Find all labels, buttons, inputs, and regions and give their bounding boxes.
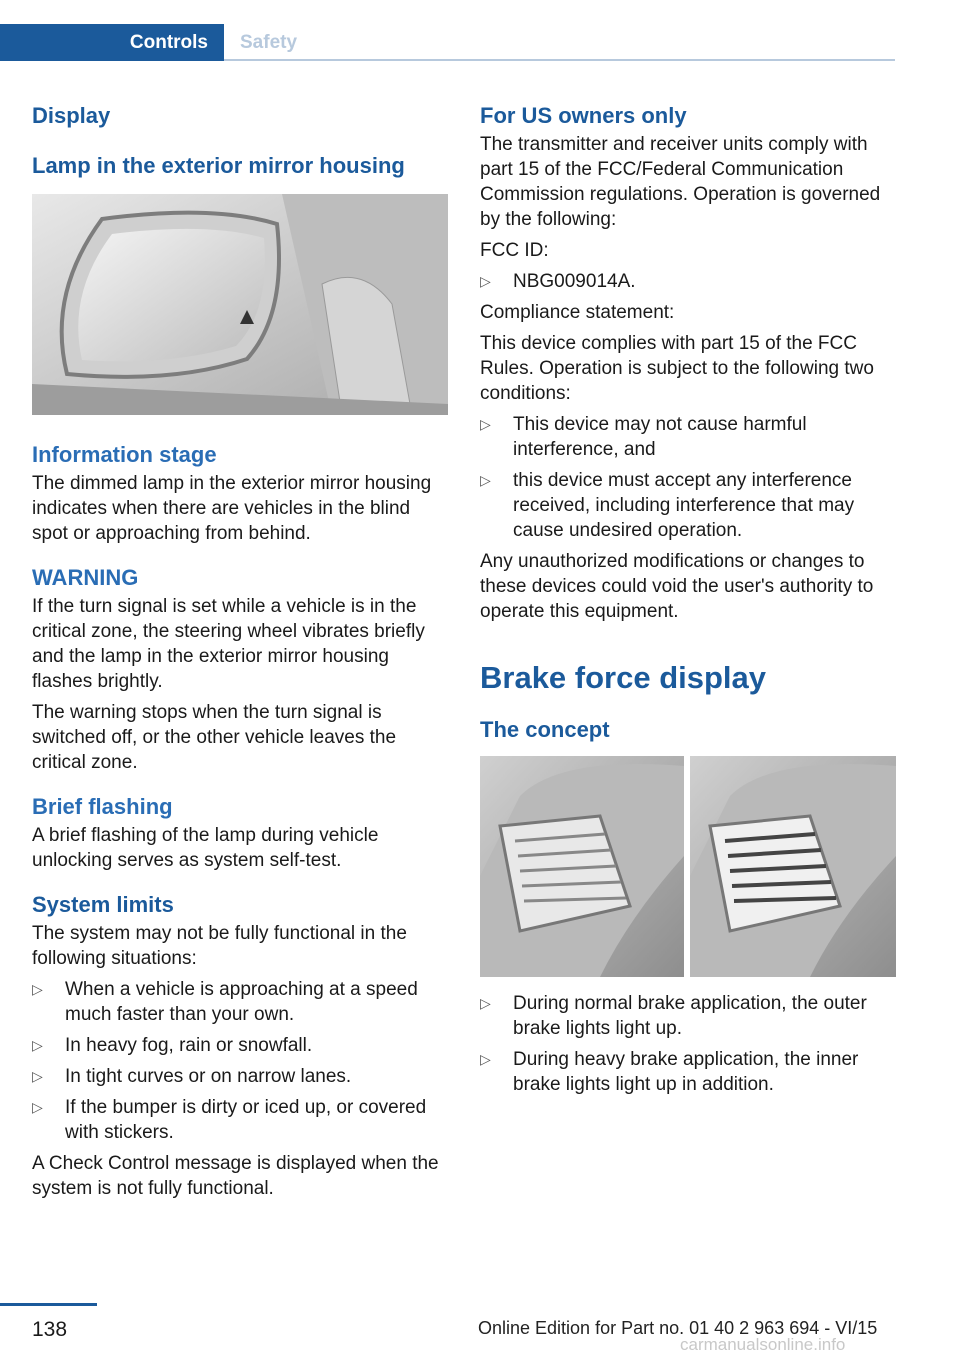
edition-line: Online Edition for Part no. 01 40 2 963 694 - VI/15 [478, 1318, 878, 1338]
system-limits-list [32, 977, 448, 1145]
brief-flashing-heading: Brief flashing [32, 794, 173, 819]
footer-divider [0, 1303, 97, 1306]
tab-controls[interactable]: Controls [0, 24, 224, 61]
list-item: ▷ In heavy fog, rain or snowfall. [32, 1035, 313, 1056]
triangle-bullet-icon: ▷ [480, 273, 491, 289]
triangle-bullet-icon: ▷ [480, 1051, 491, 1067]
tab-safety[interactable]: Safety [240, 32, 298, 53]
triangle-bullet-icon: ▷ [32, 1068, 43, 1084]
system-limits-heading: System limits [32, 892, 174, 917]
page-number: 138 [32, 1318, 68, 1341]
warning-text-2: The warning stops when the turn signal is switched off, or the other vehicle leaves the critical zone. [32, 702, 397, 773]
normal-brake-panel [480, 756, 684, 977]
compliance-label: Compliance statement: [480, 302, 675, 323]
tab-divider [224, 59, 895, 61]
fcc-id-list [480, 269, 896, 294]
triangle-bullet-icon: ▷ [32, 1037, 43, 1053]
compliance-list [480, 412, 896, 543]
triangle-bullet-icon: ▷ [480, 472, 491, 488]
us-owners-heading: For US owners only [480, 103, 687, 128]
info-stage-heading: Information stage [32, 442, 217, 467]
right-column [480, 100, 896, 1103]
triangle-bullet-icon: ▷ [32, 981, 43, 997]
system-limits-intro: The system may not be fully functional in the following situations: [32, 923, 407, 969]
list-item: ▷ This device may not cause harmful interference, and [480, 414, 807, 460]
lamp-heading: Lamp in the exterior mirror housing [32, 153, 405, 178]
warning-heading: WARNING [32, 565, 139, 590]
system-limits-outro: A Check Control message is displayed when the system is not fully functional. [32, 1153, 439, 1199]
triangle-bullet-icon: ▷ [480, 416, 491, 432]
triangle-bullet-icon: ▷ [32, 1099, 43, 1115]
chapter-tabs [0, 24, 895, 62]
watermark: carmanualsonline.info [680, 1335, 846, 1354]
list-item: ▷ During heavy brake application, the inner brake lights light up in addition. [480, 1049, 859, 1095]
triangle-bullet-icon: ▷ [480, 995, 491, 1011]
list-item: ▷ NBG009014A. [480, 271, 636, 292]
list-item: ▷ When a vehicle is approaching at a speed much faster than your own. [32, 979, 418, 1025]
brake-force-heading: Brake force display [480, 660, 767, 695]
mirror-lamp-photo [32, 194, 448, 415]
brake-lights-photo [480, 756, 896, 977]
compliance-text: This device complies with part 15 of the FCC Rules. Operation is subject to the following two conditions: [480, 333, 874, 404]
left-column [32, 100, 448, 1207]
brief-flashing-text: A brief flashing of the lamp during vehicle unlocking serves as system self-test. [32, 825, 379, 871]
heavy-brake-panel [690, 756, 896, 977]
us-owners-text: The transmitter and receiver units comply with part 15 of the FCC/Federal Communication Commission regulations. Operation is governed by the following: [480, 134, 881, 230]
list-item: ▷ In tight curves or on narrow lanes. [32, 1066, 352, 1087]
fcc-id-label: FCC ID: [480, 240, 549, 261]
info-stage-text: The dimmed lamp in the exterior mirror housing indicates when there are vehicles in the blind spot or approaching from behind. [32, 473, 432, 544]
list-item: ▷ this device must accept any interference received, including interference that may cause undesired operation. [480, 470, 855, 541]
list-item: ▷ During normal brake application, the outer brake lights light up. [480, 993, 867, 1039]
brake-list [480, 991, 896, 1097]
unauthorized-text: Any unauthorized modifications or changes to these devices could void the user's authority to operate this equipment. [480, 551, 874, 622]
warning-text-1: If the turn signal is set while a vehicle is in the critical zone, the steering wheel vibrates briefly and the lamp in the exterior mirror housing flashes brightly. [32, 596, 425, 692]
concept-heading: The concept [480, 717, 610, 742]
list-item: ▷ If the bumper is dirty or iced up, or covered with stickers. [32, 1097, 427, 1143]
display-heading: Display [32, 103, 111, 128]
